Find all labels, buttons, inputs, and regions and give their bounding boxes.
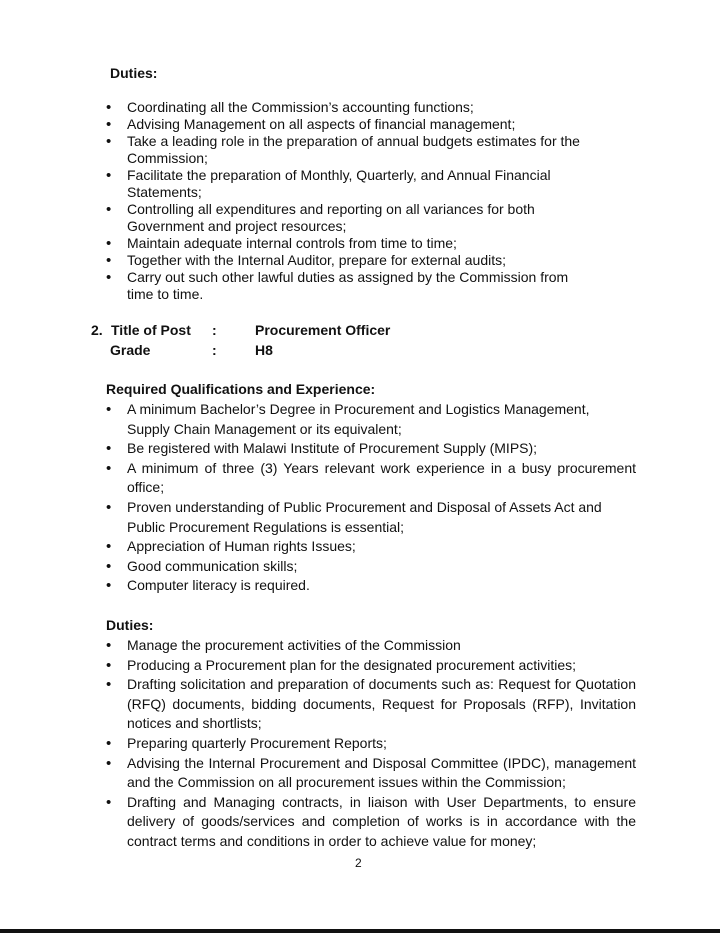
post-title-value: Procurement Officer	[255, 322, 391, 338]
list-item: • Appreciation of Human rights Issues;	[106, 537, 636, 557]
page-bottom-divider	[0, 929, 720, 933]
list-item: • Advising Management on all aspects of financial management;	[106, 116, 586, 133]
duties-heading: Duties:	[106, 617, 154, 633]
list-item: • Coordinating all the Commission’s accounting functions;	[106, 99, 586, 116]
list-item: • Proven understanding of Public Procurement and Disposal of Assets Act and Public Procurement Regulations is essential;	[106, 498, 636, 537]
grade-label: Grade	[110, 342, 151, 358]
list-item: • Be registered with Malawi Institute of Procurement Supply (MIPS);	[106, 439, 636, 459]
list-item: • Controlling all expenditures and reporting on all variances for both Government and project resources;	[106, 201, 586, 235]
list-item: • A minimum Bachelor’s Degree in Procurement and Logistics Management, Supply Chain Management or its equivalent;	[106, 400, 636, 439]
list-item: • Advising the Internal Procurement and Disposal Committee (IPDC), management and the Commission on all procurement issues within the Commission;	[106, 754, 636, 793]
post-title-label: Title of Post	[111, 322, 191, 338]
grade-value: H8	[255, 342, 273, 358]
qualifications-list	[106, 400, 636, 596]
list-item: • Carry out such other lawful duties as assigned by the Commission from time to time.	[106, 269, 586, 303]
list-item: • Together with the Internal Auditor, prepare for external audits;	[106, 252, 586, 269]
list-item: • Drafting and Managing contracts, in liaison with User Departments, to ensure delivery of goods/services and completion of works is in accordance with the contract terms and conditions in order to achieve value for money;	[106, 793, 636, 852]
list-item: • Manage the procurement activities of the Commission	[106, 636, 636, 656]
list-item: • Good communication skills;	[106, 557, 636, 577]
list-item: • Preparing quarterly Procurement Reports;	[106, 734, 636, 754]
list-item: • Facilitate the preparation of Monthly, Quarterly, and Annual Financial Statements;	[106, 167, 586, 201]
duties-heading: Duties:	[110, 65, 158, 81]
list-item: • Maintain adequate internal controls from time to time;	[106, 235, 586, 252]
duties-list	[106, 636, 636, 852]
page-number: 2	[355, 856, 362, 870]
grade-colon: :	[212, 342, 217, 358]
post-number: 2.	[91, 322, 103, 338]
list-item: • A minimum of three (3) Years relevant work experience in a busy procurement office;	[106, 459, 636, 498]
duties-list	[106, 99, 586, 303]
list-item: • Computer literacy is required.	[106, 576, 636, 596]
list-item: • Take a leading role in the preparation of annual budgets estimates for the Commission;	[106, 133, 586, 167]
list-item: • Drafting solicitation and preparation of documents such as: Request for Quotation (RFQ) documents, bidding documents, Request for Proposals (RFP), Invitation notices and shortlists;	[106, 675, 636, 734]
post-title-colon: :	[212, 322, 217, 338]
list-item: • Producing a Procurement plan for the designated procurement activities;	[106, 656, 636, 676]
qualifications-heading: Required Qualifications and Experience:	[106, 381, 376, 397]
